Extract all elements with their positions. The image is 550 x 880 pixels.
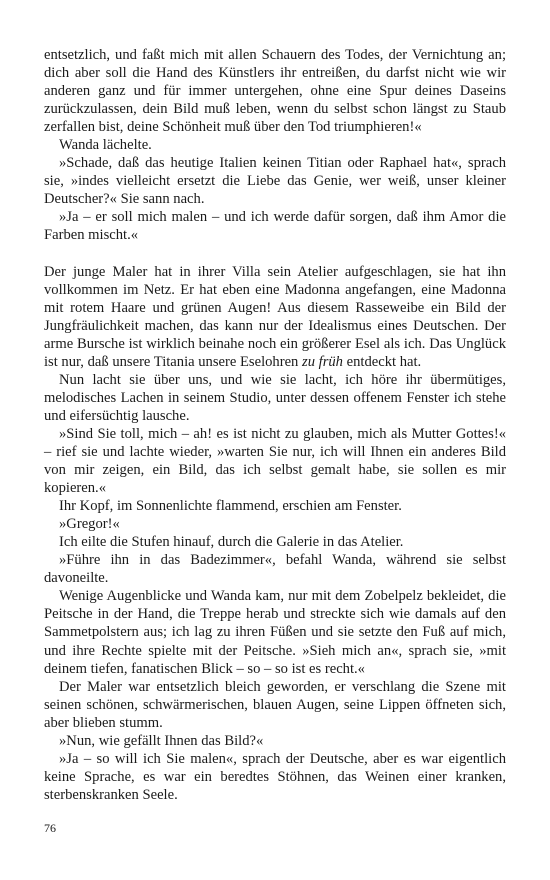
paragraph: entsetzlich, und faßt mich mit allen Schauern des Todes, der Vernichtung an; dich aber soll die Hand des Künstlers ihr entreißen, du darfst nicht wie wir anderen ganz und für immer untergehen, ohne eine Spur deines Daseins zurückzulassen, dein Bild muß leben, wenn du selbst schon längst zu Staub zerfallen bist, deine Schönheit muß über den Tod triumphieren!« xyxy=(44,47,506,136)
paragraph xyxy=(44,263,506,371)
paragraph: Wanda lächelte. xyxy=(59,137,152,154)
paragraph: Der Maler war entsetzlich bleich geworden, er verschlang die Szene mit seinen schönen, schwärmerischen, blauen Augen, seine Lippen öffneten sich, aber blieben stumm. xyxy=(44,678,506,731)
emphasis: zu früh xyxy=(302,353,343,370)
paragraph: Wenige Augenblicke und Wanda kam, nur mit dem Zobelpelz bekleidet, die Peitsche in der Hand, die Treppe herab und streckte sich wie damals auf den Sammetpolstern aus; ich lag zu ihren Füßen und sie setzte den Fuß auf mich, und ihre Rechte spielte mit der Peitsche. »Sieh mich an«, sprach sie, »mit deinem tiefen, fanatischen Blick – so – so ist es recht.« xyxy=(44,588,506,677)
text-run: Der junge Maler hat in ihrer Villa sein Atelier aufgeschlagen, sie hat ihn vollkommen im Netz. Er hat eben eine Madonna angefangen, eine Madonna mit rotem Haare und grünen Augen! Aus diesem Rasseweibe ein Bild der Jungfräulichkeit machen, das kann nur der Idealismus eines Deutschen. Der arme Bursche ist wirklich beinahe noch ein größerer Esel als ich. Das Unglück ist nur, daß unsere Titania unsere Eselohren xyxy=(44,263,506,370)
paragraph: »Sind Sie toll, mich – ah! es ist nicht zu glauben, mich als Mutter Gottes!« – rief sie und lachte wieder, »warten Sie nur, ich will Ihnen ein anderes Bild von mir zeigen, ein Bild, das ich selbst gemalt habe, sie sollen es mir kopieren.« xyxy=(44,425,506,497)
paragraph: »Gregor!« xyxy=(59,516,120,533)
page-number: 76 xyxy=(44,821,56,835)
paragraph: »Führe ihn in das Badezimmer«, befahl Wanda, während sie selbst davoneilte. xyxy=(44,552,506,587)
paragraph: »Ja – so will ich Sie malen«, sprach der Deutsche, aber es war eigentlich keine Sprache, es war ein beredtes Stöhnen, das Weinen einer kranken, sterbenskranken Seele. xyxy=(44,750,506,803)
paragraph: Ich eilte die Stufen hinauf, durch die Galerie in das Atelier. xyxy=(59,534,404,551)
paragraph: »Schade, daß das heutige Italien keinen Titian oder Raphael hat«, sprach sie, »indes vielleicht ersetzt die Liebe das Genie, wer weiß, unser kleiner Deutscher?« Sie sann nach. xyxy=(44,155,506,208)
paragraph: Ihr Kopf, im Sonnenlichte flammend, erschien am Fenster. xyxy=(59,498,402,515)
text-run: entdeckt hat. xyxy=(342,353,422,370)
paragraph: »Nun, wie gefällt Ihnen das Bild?« xyxy=(59,732,264,749)
paragraph: Nun lacht sie über uns, und wie sie lacht, ich höre ihr übermütiges, melodisches Lachen in seinem Studio, unter dessen offenem Fenster ich stehe und eifersüchtig lausche. xyxy=(44,371,506,424)
paragraph: »Ja – er soll mich malen – und ich werde dafür sorgen, daß ihm Amor die Farben mischt.« xyxy=(44,209,506,244)
body-text xyxy=(44,46,506,804)
